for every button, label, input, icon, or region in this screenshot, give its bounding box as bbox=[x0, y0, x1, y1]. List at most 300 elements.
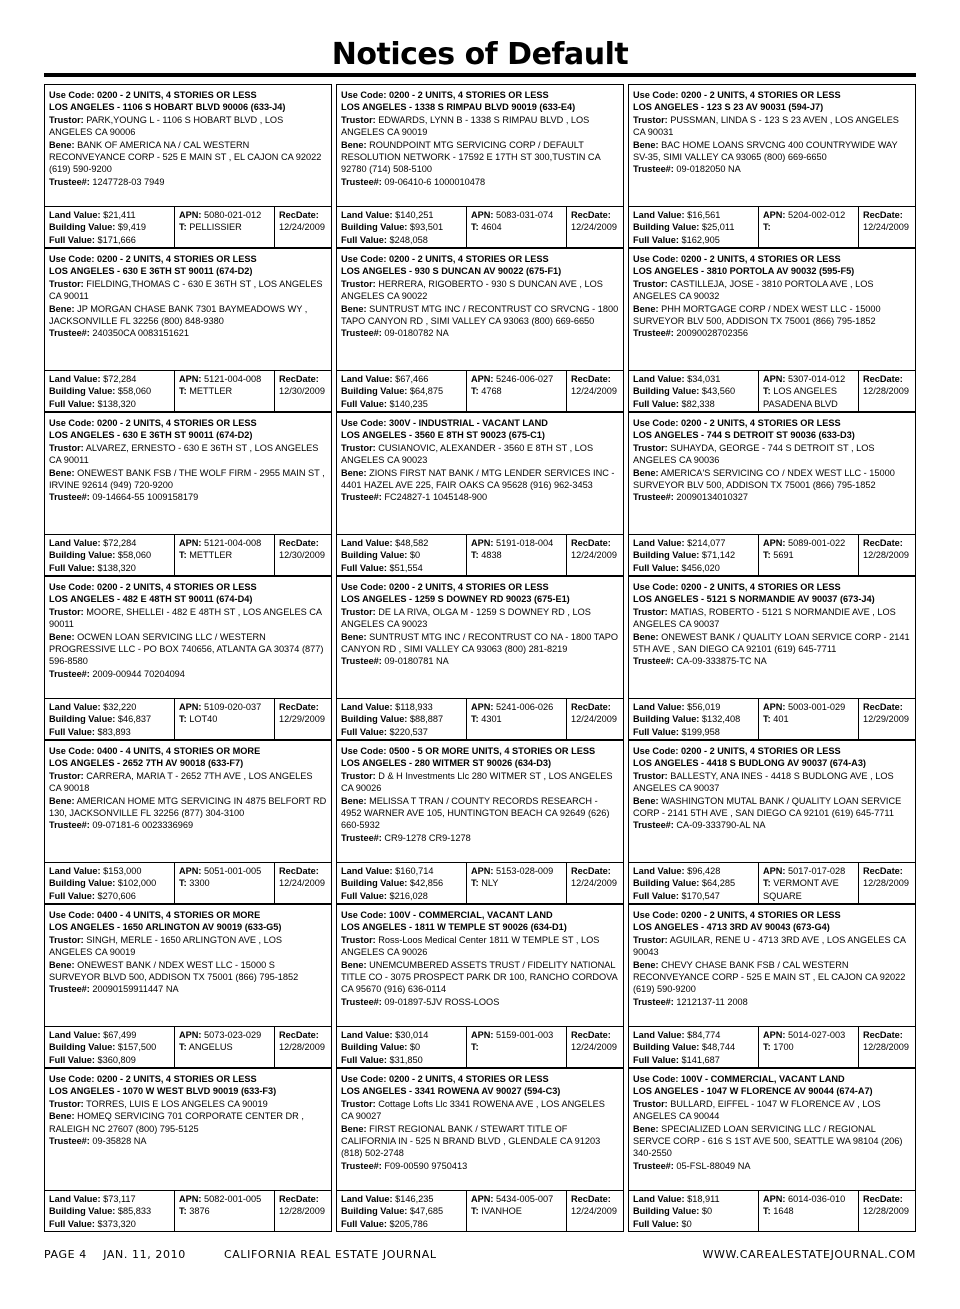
use-code: Use Code: 300V - INDUSTRIAL - VACANT LAND bbox=[341, 418, 548, 428]
tract bbox=[763, 1205, 858, 1217]
beneficiary-value: ROUNDPOINT MTG SERVICING CORP / DEFAULT RESOLUTION NETWORK - 17592 E 17TH ST 300,TUSTIN CA 92780 (714) 508-5100 bbox=[341, 139, 601, 175]
apn-column bbox=[758, 207, 858, 247]
recdate-value: 12/29/2009 bbox=[279, 714, 325, 725]
recdate-label: RecDate: bbox=[863, 374, 903, 384]
trustor bbox=[341, 114, 619, 139]
apn-column bbox=[174, 535, 274, 575]
apn-column bbox=[466, 1027, 566, 1067]
tract bbox=[471, 385, 566, 397]
building-value bbox=[49, 877, 174, 889]
tract-label: T: bbox=[471, 550, 479, 561]
trustor bbox=[49, 770, 327, 795]
beneficiary bbox=[49, 795, 327, 820]
apn-label: APN: bbox=[179, 374, 202, 384]
footer-website[interactable]: WWW.CAREALESTATEJOURNAL.COM bbox=[702, 1248, 916, 1261]
trustor-label: Trustor: bbox=[633, 114, 668, 125]
trustor-value: DE LA RIVA, OLGA M - 1259 S DOWNEY RD , LOS ANGELES CA 90023 bbox=[341, 606, 591, 630]
values-row bbox=[45, 534, 331, 575]
beneficiary-label: Bene: bbox=[49, 959, 75, 970]
building-value-value: $71,142 bbox=[701, 550, 736, 561]
building-value bbox=[633, 1205, 758, 1217]
trustor-value: TORRES, LUIS E LOS ANGELES CA 90019 bbox=[86, 1098, 268, 1109]
tract bbox=[763, 385, 858, 410]
apn-value: 5307-014-012 bbox=[788, 374, 846, 384]
notice-body bbox=[45, 905, 331, 1028]
trustor bbox=[633, 278, 911, 303]
notice-body bbox=[45, 413, 331, 536]
land-value-label: Land Value: bbox=[49, 538, 101, 548]
values-column bbox=[45, 535, 174, 575]
trustee-number-value: 240350CA 0083151621 bbox=[92, 328, 189, 339]
building-value-value: $58,060 bbox=[117, 386, 152, 397]
land-value bbox=[633, 537, 758, 549]
full-value-label: Full Value: bbox=[341, 726, 387, 737]
values-row bbox=[337, 370, 623, 411]
values-row bbox=[45, 206, 331, 247]
recdate-column bbox=[858, 371, 915, 411]
trustor bbox=[633, 442, 911, 467]
building-value-value: $157,500 bbox=[117, 1042, 157, 1053]
land-value-value: $32,220 bbox=[103, 702, 137, 712]
property-address: LOS ANGELES - 1259 S DOWNEY RD 90023 (675-E1) bbox=[341, 594, 570, 605]
land-value bbox=[49, 1029, 174, 1041]
trustee-number bbox=[49, 668, 327, 680]
trustee-number-value: 1247728-03 7949 bbox=[92, 176, 165, 187]
full-value-value: $270,606 bbox=[97, 890, 136, 901]
trustor-label: Trustor: bbox=[633, 606, 668, 617]
full-value-label: Full Value: bbox=[49, 890, 95, 901]
trustor-label: Trustor: bbox=[49, 442, 84, 453]
apn-value: 5121-004-008 bbox=[204, 538, 262, 548]
full-value-label: Full Value: bbox=[49, 398, 95, 409]
recdate-value: 12/24/2009 bbox=[571, 550, 617, 561]
building-value bbox=[341, 1041, 466, 1053]
apn-value: 5241-006-026 bbox=[496, 702, 554, 712]
tract-label: T: bbox=[179, 1042, 187, 1053]
recdate-column bbox=[566, 207, 623, 247]
apn bbox=[179, 701, 274, 713]
use-code: Use Code: 0400 - 4 UNITS, 4 STORIES OR MORE bbox=[49, 746, 261, 756]
apn-value: 5121-004-008 bbox=[204, 374, 262, 384]
values-row bbox=[629, 206, 915, 247]
values-row bbox=[629, 370, 915, 411]
apn-column bbox=[758, 1191, 858, 1231]
recdate-column bbox=[858, 1191, 915, 1231]
beneficiary-label: Bene: bbox=[49, 139, 75, 150]
building-value bbox=[49, 385, 174, 397]
land-value bbox=[633, 373, 758, 385]
beneficiary bbox=[49, 1110, 327, 1135]
tract bbox=[763, 221, 858, 233]
beneficiary-value: ONEWEST BANK / QUALITY LOAN SERVICE CORP - 2141 5TH AVE , SAN DIEGO CA 92101 (619) 645-7711 bbox=[633, 631, 910, 655]
tract bbox=[179, 385, 274, 397]
apn-label: APN: bbox=[763, 210, 786, 220]
values-column bbox=[629, 371, 758, 411]
land-value-value: $18,911 bbox=[687, 1194, 720, 1204]
full-value-label: Full Value: bbox=[633, 234, 679, 245]
use-code: Use Code: 0500 - 5 OR MORE UNITS, 4 STORIES OR LESS bbox=[341, 746, 596, 756]
trustee-number-value: FC24827-1 1045148-900 bbox=[384, 492, 488, 503]
notice-body bbox=[629, 413, 915, 536]
tract-label: T: bbox=[763, 714, 771, 725]
trustor bbox=[49, 606, 327, 631]
footer-publication: CALIFORNIA REAL ESTATE JOURNAL bbox=[224, 1248, 437, 1261]
values-row bbox=[45, 1026, 331, 1067]
apn-label: APN: bbox=[471, 210, 494, 220]
building-value-value: $9,419 bbox=[117, 222, 147, 233]
full-value-label: Full Value: bbox=[341, 1218, 387, 1229]
full-value bbox=[49, 398, 174, 410]
apn-label: APN: bbox=[763, 1194, 786, 1204]
trustor-label: Trustor: bbox=[49, 114, 84, 125]
trustee-number-label: Trustee#: bbox=[633, 492, 674, 503]
land-value bbox=[49, 865, 174, 877]
page-title: Notices of Default bbox=[331, 37, 629, 72]
trustee-number-value: CA-09-333875-TC NA bbox=[676, 656, 767, 667]
notice-card bbox=[44, 740, 332, 904]
apn-value: 5003-001-029 bbox=[788, 702, 846, 712]
full-value-label: Full Value: bbox=[341, 398, 387, 409]
apn-column bbox=[466, 207, 566, 247]
trustor-value: FIELDING,THOMAS C - 630 E 36TH ST , LOS ANGELES CA 90011 bbox=[49, 278, 323, 302]
apn bbox=[471, 1193, 566, 1205]
full-value bbox=[633, 398, 758, 410]
trustee-number-value: 09-01897-5JV ROSS-LOOS bbox=[384, 996, 500, 1007]
beneficiary-label: Bene: bbox=[633, 139, 659, 150]
recdate-column bbox=[274, 371, 331, 411]
trustee-number-label: Trustee#: bbox=[49, 492, 90, 503]
values-column bbox=[45, 699, 174, 739]
trustee-number bbox=[633, 819, 911, 831]
full-value-label: Full Value: bbox=[49, 1218, 95, 1229]
land-value-value: $96,428 bbox=[687, 866, 721, 876]
trustee-number bbox=[633, 996, 911, 1008]
apn-column bbox=[174, 699, 274, 739]
notice-body bbox=[337, 1069, 623, 1192]
recdate-label: RecDate: bbox=[279, 702, 319, 712]
recdate-column bbox=[566, 1191, 623, 1231]
building-value-value: $88,887 bbox=[409, 714, 444, 725]
beneficiary bbox=[341, 959, 619, 996]
beneficiary-value: SPECIALIZED LOAN SERVICING LLC / REGIONAL SERVCE CORP - 616 S 1ST AVE 500, SEATTLE WA 98104 (206) 340-2550 bbox=[633, 1123, 903, 1159]
values-column bbox=[45, 371, 174, 411]
recdate-value: 12/24/2009 bbox=[571, 222, 617, 233]
values-row bbox=[45, 1190, 331, 1231]
tract-value: METTLER bbox=[189, 386, 233, 397]
beneficiary-value: FIRST REGIONAL BANK / STEWART TITLE OF CALIFORNIA IN - 525 N BRAND BLVD , GLENDALE CA 91203 (818) 502-2748 bbox=[341, 1123, 601, 1159]
values-row bbox=[45, 698, 331, 739]
notice-body bbox=[45, 741, 331, 864]
full-value bbox=[341, 890, 466, 902]
trustor bbox=[633, 1098, 911, 1123]
recdate-label: RecDate: bbox=[571, 866, 611, 876]
beneficiary-value: SUNTRUST MTG INC / RECONTRUST CO SRVCNG - 1800 TAPO CANYON RD , SIMI VALLEY CA 93063 (800) 669-6650 bbox=[341, 303, 619, 327]
building-value bbox=[633, 877, 758, 889]
trustor-value: BALLESTY, ANA INES - 4418 S BUDLONG AVE , LOS ANGELES CA 90037 bbox=[633, 770, 894, 794]
tract bbox=[179, 1205, 274, 1217]
recdate-label: RecDate: bbox=[571, 210, 611, 220]
trustor-value: PARK,YOUNG L - 1106 S HOBART BLVD , LOS ANGELES CA 90006 bbox=[49, 114, 284, 138]
notice-body bbox=[45, 85, 331, 208]
building-value-value: $43,560 bbox=[701, 386, 736, 397]
notice-card bbox=[336, 740, 624, 904]
full-value bbox=[633, 562, 758, 574]
tract bbox=[471, 221, 566, 233]
beneficiary bbox=[633, 303, 911, 328]
values-column bbox=[45, 1027, 174, 1067]
values-row bbox=[45, 370, 331, 411]
notice-body bbox=[337, 577, 623, 700]
values-row bbox=[337, 698, 623, 739]
trustor-label: Trustor: bbox=[49, 770, 84, 781]
full-value-label: Full Value: bbox=[633, 398, 679, 409]
land-value-label: Land Value: bbox=[49, 1030, 101, 1040]
apn-value: 5017-017-028 bbox=[788, 866, 846, 876]
trustee-number-label: Trustee#: bbox=[341, 656, 382, 667]
tract-value: LOS ANGELES PASADENA BLVD bbox=[763, 386, 838, 409]
full-value-value: $456,020 bbox=[681, 562, 720, 573]
tract-label: T: bbox=[763, 1042, 771, 1053]
land-value-value: $48,582 bbox=[395, 538, 429, 548]
full-value-value: $140,235 bbox=[389, 398, 428, 409]
recdate-label: RecDate: bbox=[863, 702, 903, 712]
recdate-column bbox=[858, 535, 915, 575]
values-column bbox=[337, 863, 466, 903]
property-address: LOS ANGELES - 3810 PORTOLA AV 90032 (595-F5) bbox=[633, 266, 855, 277]
trustor-value: MATIAS, ROBERTO - 5121 S NORMANDIE AVE , LOS ANGELES CA 90037 bbox=[633, 606, 896, 630]
recdate-label: RecDate: bbox=[863, 1030, 903, 1040]
full-value bbox=[341, 398, 466, 410]
apn bbox=[179, 1193, 274, 1205]
apn-value: 5089-001-022 bbox=[788, 538, 846, 548]
trustor-label: Trustor: bbox=[49, 606, 84, 617]
notice-body bbox=[337, 413, 623, 536]
trustee-number-value: CA-09-333790-AL NA bbox=[676, 820, 766, 831]
apn-label: APN: bbox=[179, 1194, 202, 1204]
apn bbox=[763, 209, 858, 221]
trustor bbox=[633, 934, 911, 959]
building-value-value: $58,060 bbox=[117, 550, 152, 561]
recdate-value: 12/28/2009 bbox=[863, 386, 909, 397]
use-code: Use Code: 100V - COMMERCIAL, VACANT LAND bbox=[633, 1074, 845, 1084]
recdate-value: 12/24/2009 bbox=[571, 386, 617, 397]
notice-card bbox=[336, 412, 624, 576]
trustor-label: Trustor: bbox=[633, 442, 668, 453]
trustor-label: Trustor: bbox=[49, 278, 84, 289]
trustee-number bbox=[49, 1135, 327, 1147]
notice-body bbox=[45, 1069, 331, 1192]
trustor bbox=[49, 114, 327, 139]
full-value-value: $51,554 bbox=[389, 562, 423, 573]
trustee-number-label: Trustee#: bbox=[49, 668, 90, 679]
land-value-value: $30,014 bbox=[395, 1030, 429, 1040]
land-value bbox=[341, 865, 466, 877]
trustor-label: Trustor: bbox=[633, 770, 668, 781]
beneficiary-label: Bene: bbox=[633, 1123, 659, 1134]
tract bbox=[471, 713, 566, 725]
full-value-label: Full Value: bbox=[633, 562, 679, 573]
values-column bbox=[45, 1191, 174, 1231]
recdate-column bbox=[858, 1027, 915, 1067]
land-value-value: $72,284 bbox=[103, 538, 137, 548]
full-value-value: $82,338 bbox=[681, 398, 715, 409]
full-value bbox=[49, 1054, 174, 1066]
recdate-column bbox=[566, 699, 623, 739]
apn-label: APN: bbox=[763, 538, 786, 548]
land-value bbox=[341, 209, 466, 221]
beneficiary bbox=[633, 631, 911, 656]
tract-value: 4301 bbox=[481, 714, 502, 725]
land-value-value: $21,411 bbox=[103, 210, 136, 220]
apn-value: 5080-021-012 bbox=[204, 210, 262, 220]
apn bbox=[471, 209, 566, 221]
trustee-number bbox=[49, 983, 327, 995]
property-address: LOS ANGELES - 1106 S HOBART BLVD 90006 (633-J4) bbox=[49, 102, 286, 113]
land-value bbox=[633, 1193, 758, 1205]
beneficiary-label: Bene: bbox=[633, 795, 659, 806]
trustor bbox=[633, 114, 911, 139]
notice-card bbox=[44, 1068, 332, 1232]
beneficiary bbox=[341, 467, 619, 492]
apn-label: APN: bbox=[179, 1030, 202, 1040]
apn-column bbox=[174, 371, 274, 411]
recdate-column bbox=[274, 699, 331, 739]
full-value bbox=[49, 1218, 174, 1230]
trustee-number-label: Trustee#: bbox=[633, 656, 674, 667]
notice-card bbox=[628, 904, 916, 1068]
trustee-number-value: 2009-00944 70204094 bbox=[92, 668, 185, 679]
values-column bbox=[629, 699, 758, 739]
tract bbox=[179, 221, 274, 233]
trustee-number-label: Trustee#: bbox=[633, 164, 674, 175]
building-value-label: Building Value: bbox=[49, 386, 116, 397]
beneficiary-label: Bene: bbox=[341, 1123, 367, 1134]
beneficiary-value: ONEWEST BANK FSB / THE WOLF FIRM - 2955 MAIN ST , IRVINE 92614 (949) 720-9200 bbox=[49, 467, 325, 491]
tract-label: T: bbox=[471, 1206, 479, 1217]
trustor bbox=[341, 442, 619, 467]
recdate-column bbox=[274, 535, 331, 575]
building-value-value: $47,685 bbox=[409, 1206, 444, 1217]
trustor-label: Trustor: bbox=[341, 606, 376, 617]
beneficiary-value: PHH MORTGAGE CORP / NDEX WEST LLC - 15000 SURVEYOR BLV 500, ADDISON TX 75001 (866) 795-1852 bbox=[633, 303, 881, 327]
trustee-number bbox=[341, 491, 619, 503]
apn-value: 5083-031-074 bbox=[496, 210, 554, 220]
recdate-value: 12/24/2009 bbox=[571, 1206, 617, 1217]
trustee-number-value: 09-14664-55 1009158179 bbox=[92, 492, 199, 503]
full-value-label: Full Value: bbox=[49, 234, 95, 245]
land-value bbox=[633, 865, 758, 877]
land-value-value: $72,284 bbox=[103, 374, 137, 384]
trustee-number bbox=[341, 655, 619, 667]
apn-value: 5246-006-027 bbox=[496, 374, 554, 384]
recdate-column bbox=[566, 1027, 623, 1067]
building-value bbox=[341, 713, 466, 725]
apn-value: 5014-027-003 bbox=[788, 1030, 846, 1040]
trustor-value: CASTILLEJA, JOSE - 3810 PORTOLA AVE , LOS ANGELES CA 90032 bbox=[633, 278, 874, 302]
land-value-value: $16,561 bbox=[687, 210, 721, 220]
recdate-label: RecDate: bbox=[279, 210, 319, 220]
beneficiary bbox=[49, 303, 327, 328]
land-value-label: Land Value: bbox=[341, 374, 393, 384]
tract-label: T: bbox=[179, 1206, 187, 1217]
apn bbox=[763, 537, 858, 549]
beneficiary-label: Bene: bbox=[341, 959, 367, 970]
land-value-label: Land Value: bbox=[341, 210, 393, 220]
land-value-label: Land Value: bbox=[633, 702, 685, 712]
values-column bbox=[337, 699, 466, 739]
land-value-label: Land Value: bbox=[49, 210, 101, 220]
tract bbox=[471, 1205, 566, 1217]
trustee-number-value: 09-35828 NA bbox=[92, 1136, 147, 1147]
apn-value: 5051-001-005 bbox=[204, 866, 262, 876]
apn-column bbox=[758, 863, 858, 903]
beneficiary-label: Bene: bbox=[633, 467, 659, 478]
tract-label: T: bbox=[179, 878, 187, 889]
trustee-number-value: 20090028702356 bbox=[676, 328, 748, 339]
trustee-number bbox=[49, 491, 327, 503]
apn bbox=[471, 1029, 566, 1041]
building-value bbox=[341, 385, 466, 397]
tract-label: T: bbox=[471, 1042, 479, 1053]
land-value-label: Land Value: bbox=[341, 866, 393, 876]
land-value-label: Land Value: bbox=[633, 1194, 685, 1204]
land-value-value: $84,774 bbox=[687, 1030, 721, 1040]
values-column bbox=[337, 1191, 466, 1231]
building-value bbox=[49, 221, 174, 233]
apn bbox=[471, 373, 566, 385]
use-code: Use Code: 0200 - 2 UNITS, 4 STORIES OR LESS bbox=[341, 1074, 549, 1084]
recdate-value: 12/29/2009 bbox=[863, 714, 909, 725]
trustor-label: Trustor: bbox=[633, 278, 668, 289]
land-value-value: $160,714 bbox=[395, 866, 434, 876]
building-value-value: $48,744 bbox=[701, 1042, 736, 1053]
notice-body bbox=[629, 905, 915, 1028]
building-value-label: Building Value: bbox=[49, 1206, 116, 1217]
building-value bbox=[49, 1205, 174, 1217]
recdate-column bbox=[858, 863, 915, 903]
trustee-number-label: Trustee#: bbox=[341, 492, 382, 503]
trustor-value: ALVAREZ, ERNESTO - 630 E 36TH ST , LOS ANGELES CA 90011 bbox=[49, 442, 319, 466]
apn bbox=[179, 1029, 274, 1041]
full-value-label: Full Value: bbox=[49, 562, 95, 573]
recdate-column bbox=[566, 863, 623, 903]
land-value-value: $214,077 bbox=[687, 538, 726, 548]
building-value bbox=[633, 1041, 758, 1053]
apn-column bbox=[466, 535, 566, 575]
full-value-label: Full Value: bbox=[633, 1054, 679, 1065]
trustee-number bbox=[341, 176, 619, 188]
tract-label: T: bbox=[763, 386, 771, 397]
trustor-value: SUHAYDA, GEORGE - 744 S DETROIT ST , LOS ANGELES CA 90036 bbox=[633, 442, 875, 466]
trustee-number-label: Trustee#: bbox=[633, 996, 674, 1007]
beneficiary bbox=[633, 1123, 911, 1160]
notice-body bbox=[337, 85, 623, 208]
tract bbox=[471, 549, 566, 561]
full-value-value: $162,905 bbox=[681, 234, 720, 245]
property-address: LOS ANGELES - 3341 ROWENA AV 90027 (594-C3) bbox=[341, 1086, 561, 1097]
land-value-label: Land Value: bbox=[341, 538, 393, 548]
use-code: Use Code: 0200 - 2 UNITS, 4 STORIES OR LESS bbox=[633, 582, 841, 592]
tract-label: T: bbox=[763, 1206, 771, 1217]
values-row bbox=[337, 534, 623, 575]
trustor-label: Trustor: bbox=[633, 1098, 668, 1109]
recdate-value: 12/28/2009 bbox=[279, 1206, 325, 1217]
apn bbox=[763, 1029, 858, 1041]
tract bbox=[179, 549, 274, 561]
notice-body bbox=[45, 249, 331, 372]
trustee-number-value: 09-06410-6 1000010478 bbox=[384, 176, 486, 187]
notice-body bbox=[629, 741, 915, 864]
